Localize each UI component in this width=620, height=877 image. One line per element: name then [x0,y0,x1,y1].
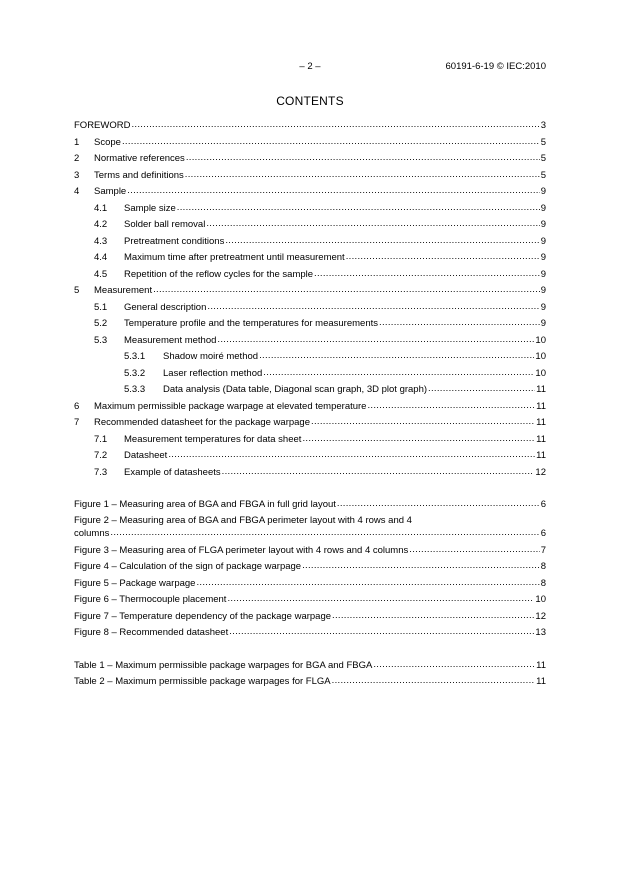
entry-title: Datasheet [124,450,168,461]
dot-leader [130,120,539,132]
dot-leader [176,203,540,215]
entry-page-number: 5 [540,169,546,181]
toc-entry[interactable] [74,118,546,135]
page-header [0,61,620,75]
toc-entry[interactable] [74,184,546,201]
toc-entry[interactable] [74,658,546,675]
entry-title-continued: columns [74,527,110,539]
toc-entry[interactable] [74,674,546,691]
toc-entry[interactable] [74,592,546,609]
entry-number: 4.3 [94,235,108,247]
toc-entry[interactable] [74,267,546,284]
entry-page-number: 10 [535,367,546,379]
entry-title: Figure 5 – Package warpage [74,577,196,589]
toc-entry[interactable] [74,415,546,432]
entry-page-number: 9 [540,318,546,329]
toc-entry[interactable] [74,399,546,416]
toc-entry[interactable] [74,497,546,514]
toc-entry[interactable] [74,283,546,300]
entry-number: 7 [74,417,80,428]
entry-title: Recommended datasheet for the package warpage [94,417,310,428]
entry-title: Terms and definitions [94,169,184,181]
dot-leader [109,529,539,541]
entry-page-number: 11 [536,384,546,395]
entry-page-number: 5 [540,136,546,148]
entry-page-number: 7 [540,544,546,556]
dot-leader [226,594,534,606]
dot-leader [336,499,540,511]
entry-page-number: 6 [540,499,546,510]
entry-number: 5.3.1 [124,351,146,362]
dot-leader [427,384,535,396]
entry-number: 5.3.3 [124,384,146,395]
toc-entry[interactable] [74,135,546,152]
toc-entry[interactable] [74,151,546,168]
entry-page-number: 11 [536,417,546,428]
entry-title: Maximum permissible package warpage at elevated temperature [94,400,367,412]
entry-title: Temperature profile and the temperatures for measurements [124,318,378,329]
entry-title: Figure 7 – Temperature dependency of the package warpage [74,610,332,622]
dot-leader [331,676,536,688]
entry-title: Figure 8 – Recommended datasheet [74,627,229,638]
entry-number: 5.2 [94,318,108,329]
table-of-contents [74,118,546,691]
entry-page-number: 9 [540,219,546,230]
entry-page-number: 11 [536,659,546,671]
entry-number: 7.1 [94,433,108,445]
entry-title: Figure 3 – Measuring area of FLGA perimeter layout with 4 rows and 4 columns [74,544,409,556]
section-gap [74,481,546,497]
dot-leader [195,578,539,590]
entry-number: 5.3.2 [124,367,146,379]
entry-page-number: 9 [540,235,546,247]
dot-leader [301,434,535,446]
toc-entry[interactable] [74,514,546,543]
entry-title: Figure 1 – Measuring area of BGA and FBGA in full grid layout [74,499,336,510]
entry-number: 4.5 [94,268,108,280]
dot-leader [310,417,535,429]
toc-entry[interactable] [74,543,546,560]
entry-number: 6 [74,400,80,412]
entry-title: Measurement [94,285,153,296]
entry-number: 5.1 [94,301,108,313]
entry-page-number: 6 [540,527,546,539]
dot-leader [228,627,534,639]
entry-page-number: 12 [535,466,546,478]
dot-leader [378,318,540,330]
entry-title: Pretreatment conditions [124,235,225,247]
toc-entry[interactable] [74,465,546,482]
entry-page-number: 10 [535,594,546,605]
entry-number: 4.2 [94,219,108,230]
entry-page-number: 8 [540,561,546,572]
dot-leader [372,660,535,672]
dot-leader [184,170,540,182]
page-number: – 2 – [299,61,321,72]
toc-entry[interactable] [74,625,546,642]
dot-leader [258,351,534,363]
entry-title: Table 2 – Maximum permissible package warpages for FLGA [74,676,331,687]
entry-number: 5 [74,285,80,296]
entry-title: Data analysis (Data table, Diagonal scan graph, 3D plot graph) [163,384,428,395]
dot-leader [408,545,539,557]
entry-title: Shadow moiré method [163,351,259,362]
entry-title: FOREWORD [74,120,131,131]
dot-leader [345,252,540,264]
toc-entry[interactable] [74,168,546,185]
entry-page-number: 5 [540,153,546,164]
toc-entry[interactable] [74,349,546,366]
entry-number: 4.4 [94,252,108,263]
toc-entry[interactable] [74,448,546,465]
entry-page-number: 9 [540,268,546,280]
toc-entry[interactable] [74,316,546,333]
entry-title: Figure 4 – Calculation of the sign of package warpage [74,561,302,572]
entry-title: Measurement method [124,334,217,346]
entry-title: Sample size [124,202,176,214]
dot-leader [224,236,539,248]
toc-entry[interactable] [74,559,546,576]
entry-title: Solder ball removal [124,219,206,230]
dot-leader [126,186,539,198]
toc-entry[interactable] [74,366,546,383]
entry-page-number: 11 [536,433,546,445]
toc-entry[interactable] [74,201,546,218]
entry-title: Maximum time after pretreatment until measurement [124,252,345,263]
entry-page-number: 3 [540,120,546,131]
entry-line [74,527,546,543]
entry-title: General description [124,301,207,313]
dot-leader [206,302,539,314]
entry-page-number: 9 [540,186,546,197]
toc-entry[interactable] [74,234,546,251]
dot-leader [216,335,534,347]
toc-entry[interactable] [74,382,546,399]
toc-entry[interactable] [74,250,546,267]
entry-page-number: 12 [535,610,546,622]
entry-title: Repetition of the reflow cycles for the sample [124,268,314,280]
dot-leader [221,467,535,479]
entry-title: Table 1 – Maximum permissible package warpages for BGA and FBGA [74,659,373,671]
entry-page-number: 11 [536,450,546,461]
contents-title: CONTENTS [276,94,344,108]
entry-page-number: 9 [540,202,546,214]
entry-number: 5.3 [94,334,108,346]
entry-page-number: 10 [535,351,546,362]
dot-leader [205,219,539,231]
dot-leader [152,285,540,297]
entry-page-number: 9 [540,301,546,313]
dot-leader [313,269,540,281]
entry-page-number: 11 [536,676,546,687]
toc-entry[interactable] [74,576,546,593]
entry-number: 4 [74,186,80,197]
dot-leader [301,561,540,573]
entry-title: Figure 6 – Thermocouple placement [74,594,227,605]
entry-title: Sample [94,186,127,197]
section-gap [74,642,546,658]
entry-page-number: 10 [535,334,546,346]
entry-title: Example of datasheets [124,466,221,478]
entry-title: Measurement temperatures for data sheet [124,433,302,445]
dot-leader [262,368,534,380]
entry-number: 2 [74,153,80,164]
entry-page-number: 13 [535,627,546,638]
toc-entry[interactable] [74,432,546,449]
entry-line [74,514,546,527]
entry-page-number: 9 [540,285,546,296]
entry-title: Normative references [94,153,185,164]
entry-title: Figure 2 – Measuring area of BGA and FBGA perimeter layout with 4 rows and 4 [74,514,412,526]
entry-number: 4.1 [94,202,108,214]
entry-number: 3 [74,169,80,181]
dot-leader [121,137,540,149]
entry-number: 1 [74,136,80,148]
toc-entry[interactable] [74,609,546,626]
entry-page-number: 11 [536,400,546,412]
entry-page-number: 8 [540,577,546,589]
entry-title: Scope [94,136,121,148]
standard-reference: 60191-6-19 © IEC:2010 [445,61,546,72]
dot-leader [167,450,535,462]
entry-title: Laser reflection method [163,367,263,379]
entry-number: 7.2 [94,450,108,461]
toc-entry[interactable] [74,217,546,234]
dot-leader [366,401,535,413]
toc-entry[interactable] [74,333,546,350]
entry-number: 7.3 [94,466,108,478]
entry-page-number: 9 [540,252,546,263]
toc-entry[interactable] [74,300,546,317]
dot-leader [331,611,534,623]
dot-leader [185,153,540,165]
